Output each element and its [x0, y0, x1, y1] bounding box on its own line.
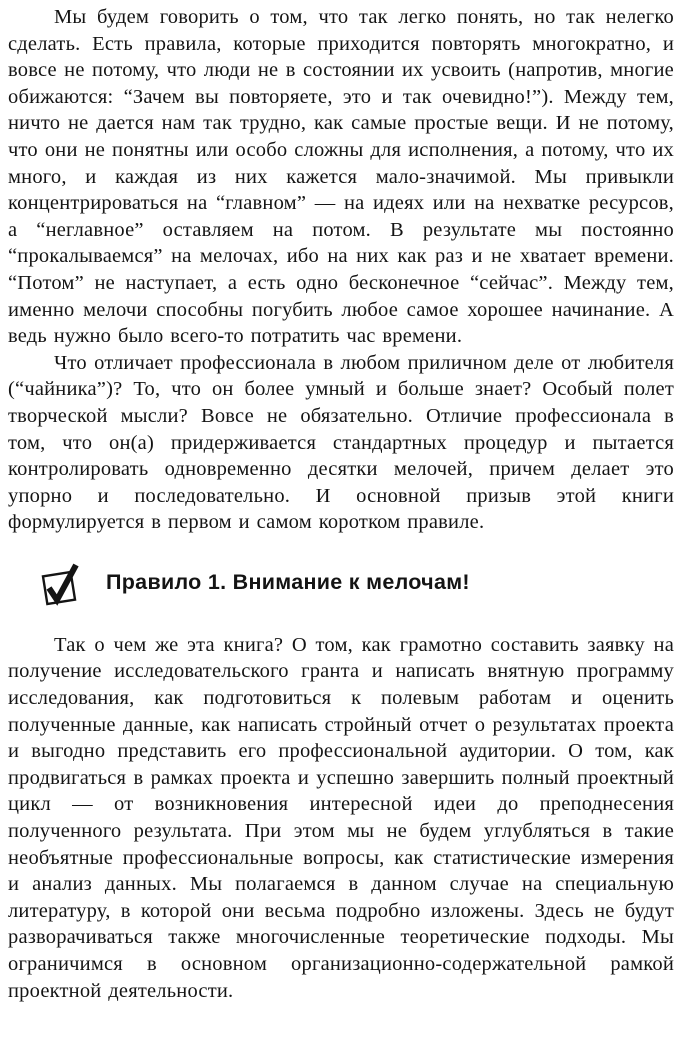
paragraph: Что отличает профессионала в любом приличном деле от любителя (“чайника”)? То, что он более умный и больше знает? Особый полет творческой мысли? Вовсе не обязательно. Отличие профессионала в том, что он(а) придерживается стандартных процедур и пытается контролировать одновременно десятки мелочей, причем делает это упорно и последовательно. И основной призыв этой книги формулируется в первом и самом коротком правиле.: [8, 351, 674, 534]
checkbox-checked-icon: [38, 558, 84, 608]
rule-heading: Правило 1. Внимание к мелочам!: [106, 570, 470, 595]
paragraph: Мы будем говорить о том, что так легко понять, но так нелегко сделать. Есть правила, которые приходится повторять многократно, и вовсе не потому, что люди не в состоянии их усвоить (напротив, многие обижаются: “Зачем вы повторяете, это и так очевидно!”). Между тем, ничто не дается нам так трудно, как самые простые вещи. И не потому, что они не понятны или особо сложны для исполнения, а потому, что их много, и каждая из них кажется мало-значимой. Мы привыкли концентрироваться на “главном” — на идеях или на нехватке ресурсов, а “неглавное” оставляем на потом. В результате мы постоянно “прокалываемся” на мелочах, ибо на них как раз и не хватает времени. “Потом” не наступает, а есть одно бесконечное “сейчас”. Между тем, именно мелочи способны погубить любое самое хорошее начинание. А ведь нужно было всего-то потратить час времени.: [8, 6, 674, 348]
paragraph: Так о чем же эта книга? О том, как грамотно составить заявку на получение исследовательского гранта и написать внятную программу исследования, как подготовиться к полевым работам и оценить полученные данные, как написать стройный отчет о результатах проекта и выгодно представить его профессиональной аудитории. О том, как продвигаться в рамках проекта и успешно завершить полный проектный цикл — от возникновения интересной идеи до преподнесения полученного результата. При этом мы не будем углубляться в такие необъятные профессиональные вопросы, как статистические измерения и анализ данных. Мы полагаемся в данном случае на специальную литературу, в которой они весьма подробно изложены. Здесь не будут разворачиваться также многочисленные теоретические подходы. Мы ограничимся в основном организационно-содержательной рамкой проектной деятельности.: [8, 633, 674, 1002]
rule-callout: [38, 558, 674, 608]
